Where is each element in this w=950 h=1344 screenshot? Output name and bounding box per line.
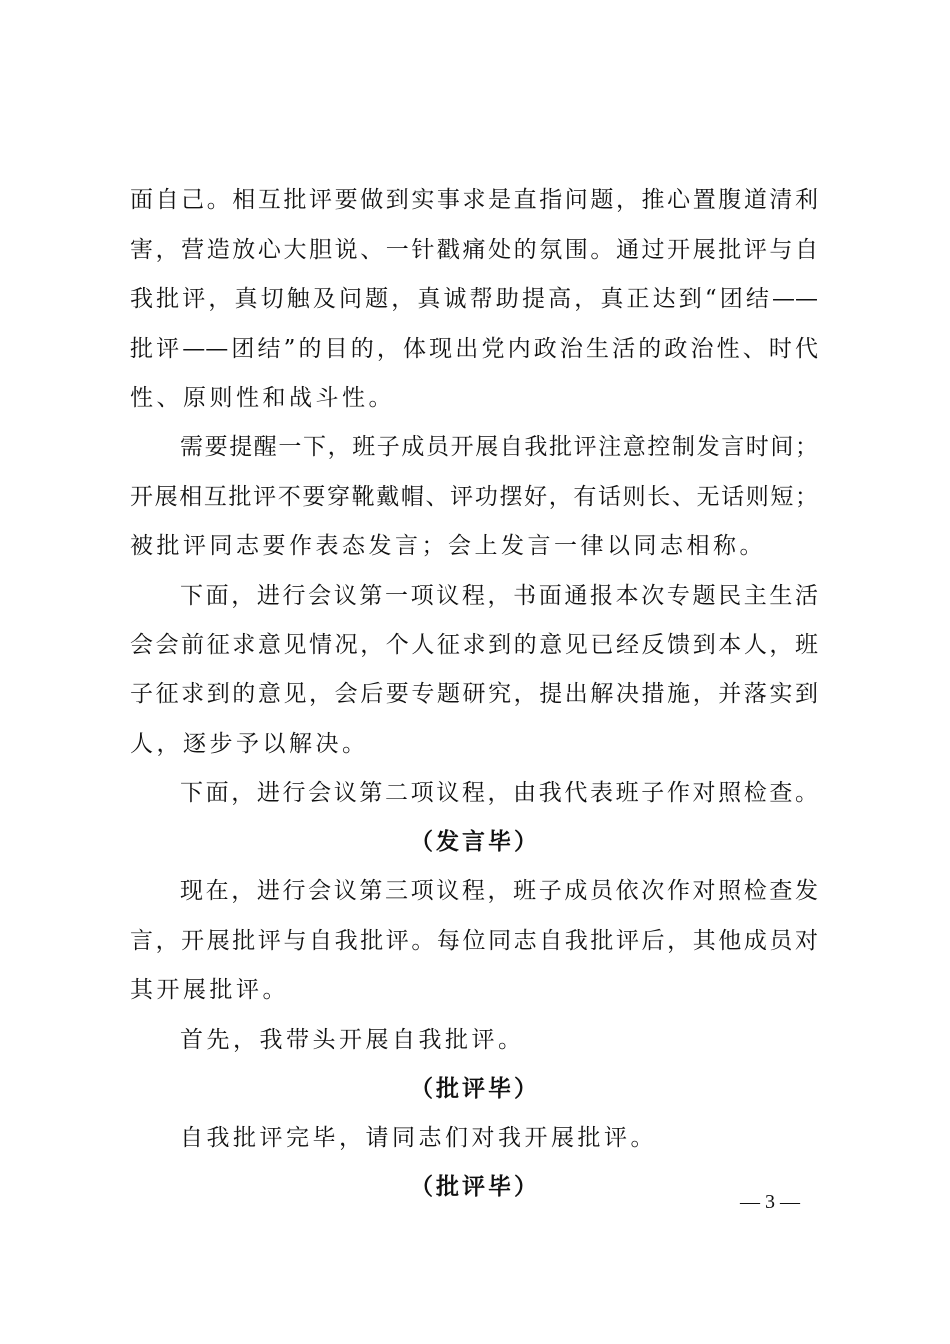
paragraph-line: 首先，我带头开展自我批评。	[180, 1027, 525, 1053]
paragraph-line: 自我批评完毕，请同志们对我开展批评。	[180, 1125, 657, 1151]
criticism-end-marker: （批评毕）	[410, 1075, 540, 1102]
paragraph-line: 下面，进行会议第一项议程，书面通报本次专题民主生活	[180, 583, 818, 609]
paragraph-line: 子征求到的意见，会后要专题研究，提出解决措施，并落实到	[130, 681, 818, 707]
paragraph-line: 被批评同志要作表态发言；会上发言一律以同志相称。	[130, 533, 766, 559]
paragraph-line: 开展相互批评不要穿靴戴帽、评功摆好，有话则长、无话则短；	[130, 484, 818, 510]
criticism-end-marker: （批评毕）	[410, 1173, 540, 1200]
paragraph-line: 面自己。相互批评要做到实事求是直指问题，推心置腹道清利	[130, 187, 818, 213]
paragraph-line: 批评——团结”的目的，体现出党内政治生活的政治性、时代	[130, 336, 818, 362]
paragraph-line: 人，逐步予以解决。	[130, 731, 369, 757]
paragraph-line: 需要提醒一下，班子成员开展自我批评注意控制发言时间；	[180, 434, 818, 460]
paragraph-line: 言，开展批评与自我批评。每位同志自我批评后，其他成员对	[130, 928, 818, 954]
speech-end-marker: （发言毕）	[410, 828, 540, 855]
paragraph-line: 害，营造放心大胆说、一针戳痛处的氛围。通过开展批评与自	[130, 237, 818, 263]
paragraph-line: 我批评，真切触及问题，真诚帮助提高，真正达到“团结——	[130, 286, 818, 312]
page-number: — 3 —	[740, 1191, 800, 1213]
paragraph-line: 会会前征求意见情况，个人征求到的意见已经反馈到本人，班	[130, 632, 818, 658]
paragraph-line: 其开展批评。	[130, 977, 289, 1003]
paragraph-line: 现在，进行会议第三项议程，班子成员依次作对照检查发	[180, 878, 818, 904]
paragraph-line: 下面，进行会议第二项议程，由我代表班子作对照检查。	[180, 780, 818, 806]
paragraph-line: 性、原则性和战斗性。	[130, 385, 395, 411]
